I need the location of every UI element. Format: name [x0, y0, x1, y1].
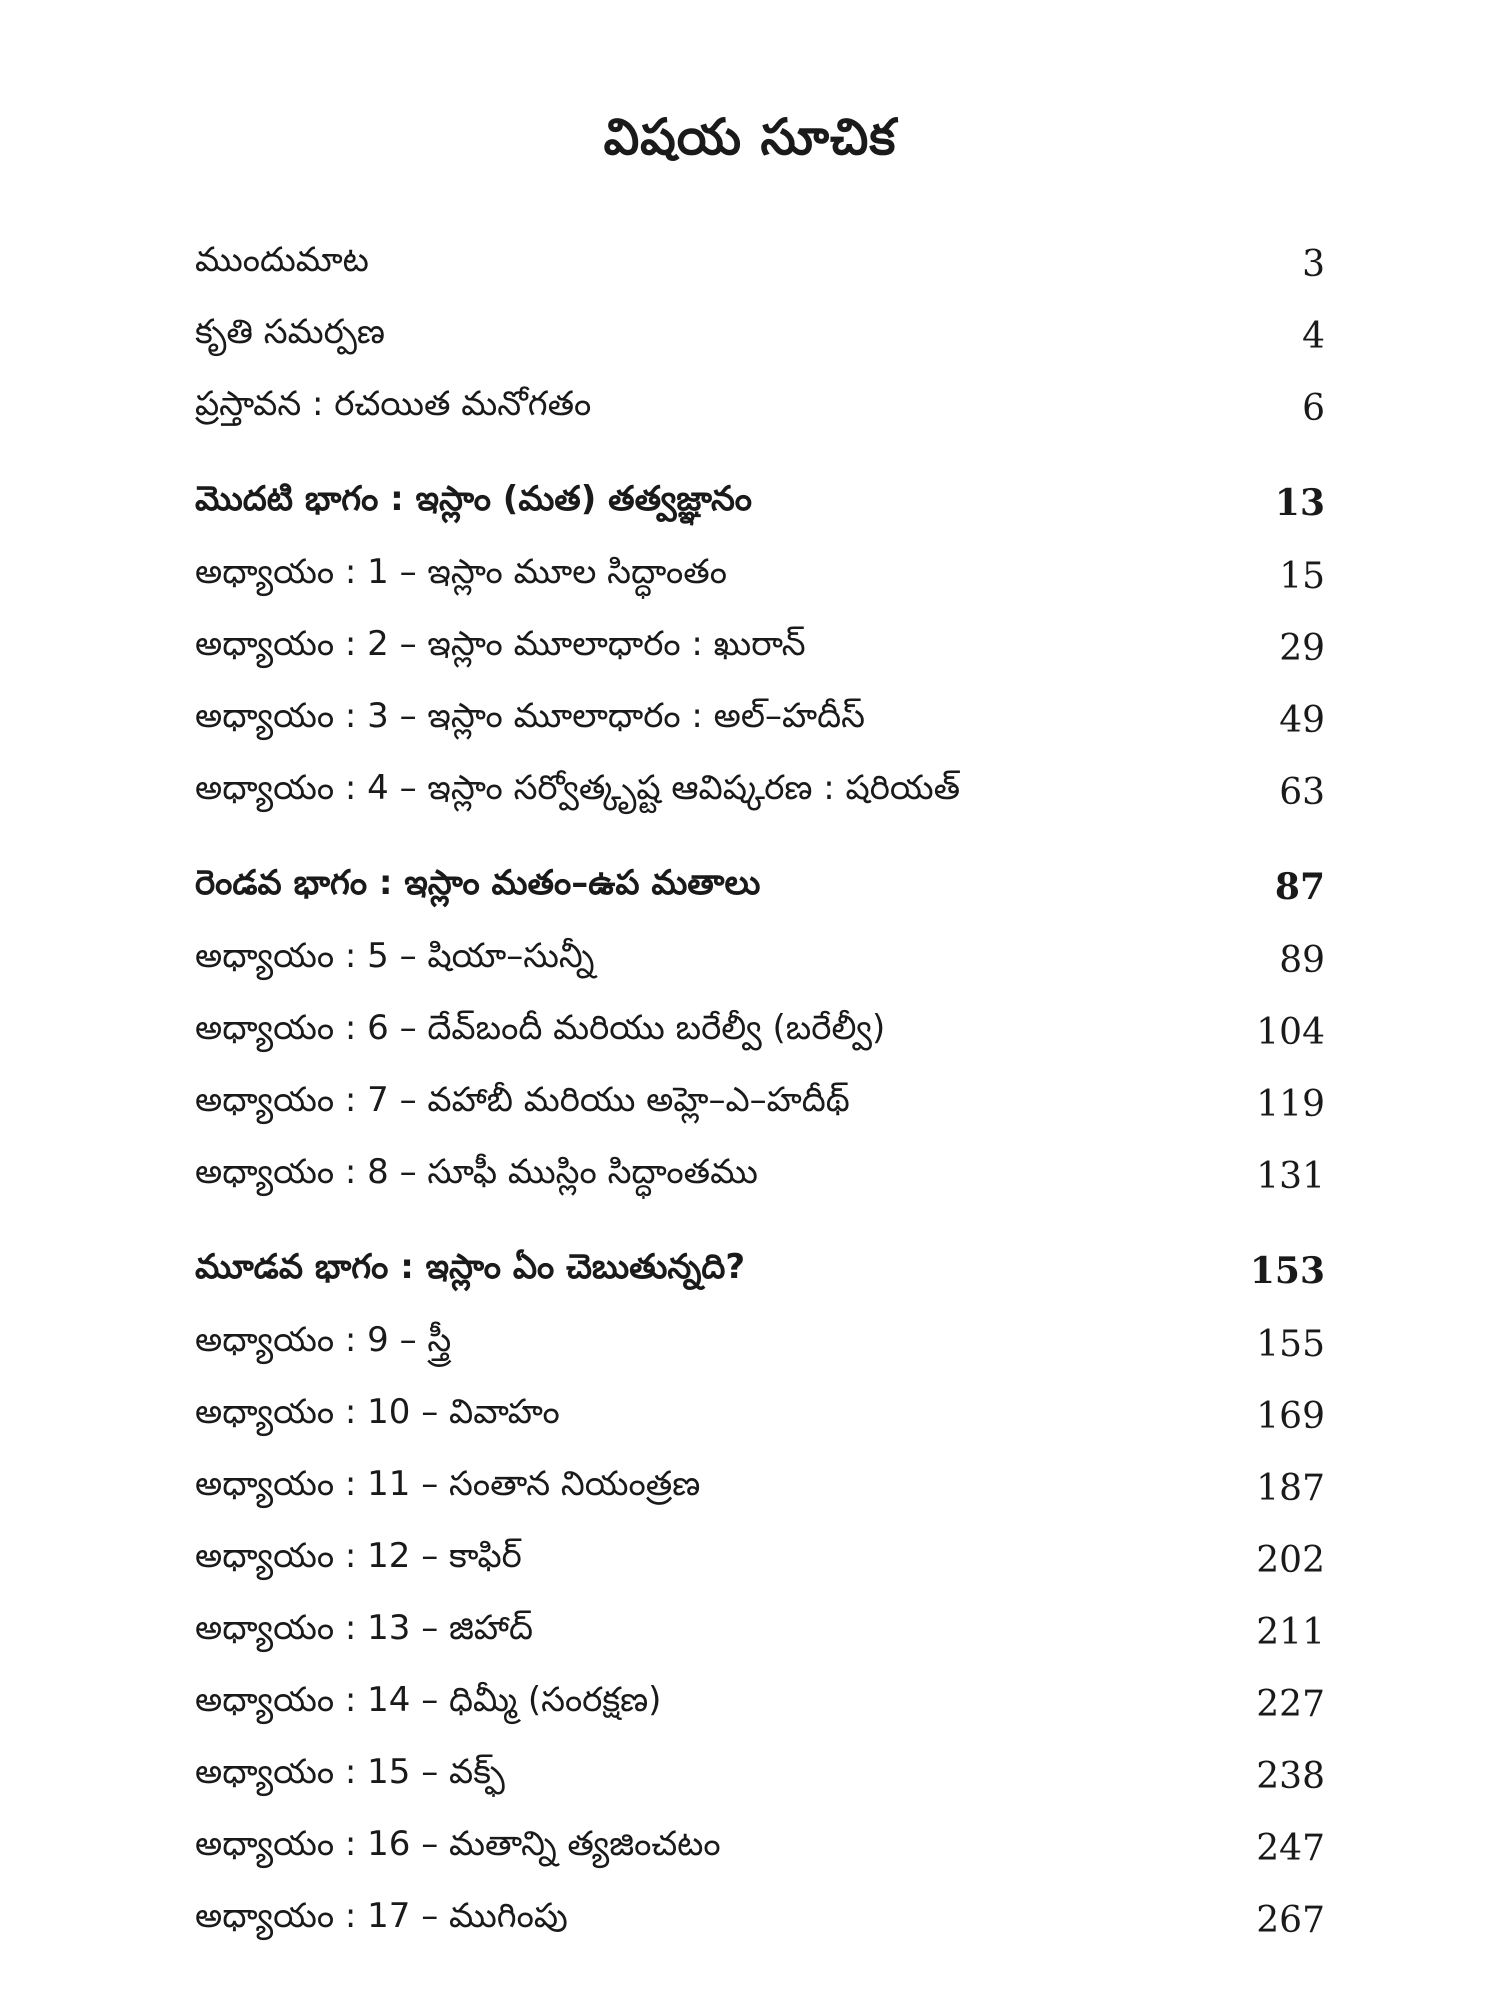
toc-entry-page: 155	[1256, 1323, 1325, 1365]
toc-entry-chapter	[195, 1452, 1325, 1524]
table-of-contents	[195, 228, 1325, 1956]
toc-entry-page: 131	[1256, 1155, 1325, 1197]
toc-entry-page: 29	[1279, 627, 1325, 669]
toc-entry-chapter	[195, 1140, 1325, 1212]
toc-entry-label: అధ్యాయం : 15 – వక్ఫ్	[195, 1752, 505, 1792]
toc-entry-page: 89	[1279, 939, 1325, 981]
toc-entry-label: అధ్యాయం : 12 – కాఫిర్	[195, 1536, 522, 1576]
toc-entry-page: 247	[1256, 1827, 1325, 1869]
toc-entry-label: అధ్యాయం : 13 – జిహాద్	[195, 1608, 534, 1648]
toc-part-page: 153	[1249, 1250, 1325, 1292]
toc-entry-label: అధ్యాయం : 14 – ధిమ్మీ (సంరక్షణ)	[195, 1680, 662, 1720]
toc-entry-chapter	[195, 1308, 1325, 1380]
toc-entry-page: 6	[1302, 387, 1325, 429]
toc-entry-page: 3	[1302, 243, 1325, 285]
toc-entry-chapter	[195, 756, 1325, 828]
toc-entry-page: 104	[1256, 1011, 1325, 1053]
toc-entry-label: అధ్యాయం : 9 – స్త్రీ	[195, 1320, 452, 1360]
toc-entry-chapter	[195, 924, 1325, 996]
toc-entry-page: 119	[1256, 1083, 1325, 1125]
toc-entry-front	[195, 372, 1325, 444]
toc-entry-label: అధ్యాయం : 5 – షియా–సున్నీ	[195, 936, 595, 976]
toc-entry-page: 15	[1279, 555, 1325, 597]
toc-entry-chapter	[195, 612, 1325, 684]
toc-entry-front	[195, 300, 1325, 372]
toc-part-label: మూడవ భాగం : ఇస్లాం ఏం చెబుతున్నది?	[195, 1247, 746, 1287]
toc-part-heading	[195, 1234, 1325, 1308]
toc-entry-label: అధ్యాయం : 2 – ఇస్లాం మూలాధారం : ఖురాన్	[195, 624, 806, 664]
toc-entry-page: 49	[1279, 699, 1325, 741]
toc-entry-label: అధ్యాయం : 3 – ఇస్లాం మూలాధారం : అల్–హదీస్	[195, 696, 865, 736]
toc-entry-label: అధ్యాయం : 7 – వహాబీ మరియు అహ్లె–ఎ–హదీథ్	[195, 1080, 850, 1120]
toc-entry-chapter	[195, 1068, 1325, 1140]
toc-part-page: 13	[1274, 482, 1325, 524]
toc-entry-chapter	[195, 1884, 1325, 1956]
toc-entry-front	[195, 228, 1325, 300]
toc-part-heading	[195, 466, 1325, 540]
toc-entry-label: ముందుమాట	[195, 240, 369, 280]
toc-entry-chapter	[195, 1596, 1325, 1668]
toc-entry-chapter	[195, 1812, 1325, 1884]
toc-entry-page: 4	[1302, 315, 1325, 357]
toc-entry-label: అధ్యాయం : 17 – ముగింపు	[195, 1896, 568, 1936]
toc-part-heading	[195, 850, 1325, 924]
toc-entry-page: 63	[1279, 771, 1325, 813]
toc-entry-page: 169	[1256, 1395, 1325, 1437]
toc-entry-page: 211	[1256, 1611, 1325, 1653]
page-title: విషయ సూచిక	[603, 108, 897, 166]
toc-entry-label: అధ్యాయం : 1 – ఇస్లాం మూల సిద్ధాంతం	[195, 552, 727, 592]
toc-entry-page: 187	[1256, 1467, 1325, 1509]
toc-entry-label: అధ్యాయం : 11 – సంతాన నియంత్రణ	[195, 1464, 701, 1504]
toc-entry-page: 238	[1256, 1755, 1325, 1797]
toc-entry-label: కృతి సమర్పణ	[195, 312, 385, 352]
toc-entry-label: ప్రస్తావన : రచయిత మనోగతం	[195, 384, 592, 424]
toc-entry-chapter	[195, 1740, 1325, 1812]
toc-entry-label: అధ్యాయం : 10 – వివాహం	[195, 1392, 560, 1432]
toc-entry-chapter	[195, 684, 1325, 756]
toc-entry-chapter	[195, 1380, 1325, 1452]
toc-entry-page: 227	[1256, 1683, 1325, 1725]
toc-entry-chapter	[195, 540, 1325, 612]
toc-entry-label: అధ్యాయం : 16 – మతాన్ని త్యజించటం	[195, 1824, 721, 1864]
toc-part-label: మొదటి భాగం : ఇస్లాం (మత) తత్వజ్ఞానం	[195, 479, 753, 519]
toc-entry-chapter	[195, 1524, 1325, 1596]
toc-part-label: రెండవ భాగం : ఇస్లాం మతం–ఉప మతాలు	[195, 863, 761, 903]
toc-entry-chapter	[195, 1668, 1325, 1740]
toc-part-page: 87	[1274, 866, 1325, 908]
toc-entry-page: 202	[1256, 1539, 1325, 1581]
toc-entry-label: అధ్యాయం : 4 – ఇస్లాం సర్వోత్కృష్ట ఆవిష్కరణ : షరియత్	[195, 768, 961, 808]
toc-entry-page: 267	[1256, 1899, 1325, 1941]
toc-entry-chapter	[195, 996, 1325, 1068]
toc-entry-label: అధ్యాయం : 6 – దేవ్‌బందీ మరియు బరేల్వీ (బరేల్వీ)	[195, 1008, 886, 1048]
toc-entry-label: అధ్యాయం : 8 – సూఫీ ముస్లిం సిద్ధాంతము	[195, 1152, 758, 1192]
